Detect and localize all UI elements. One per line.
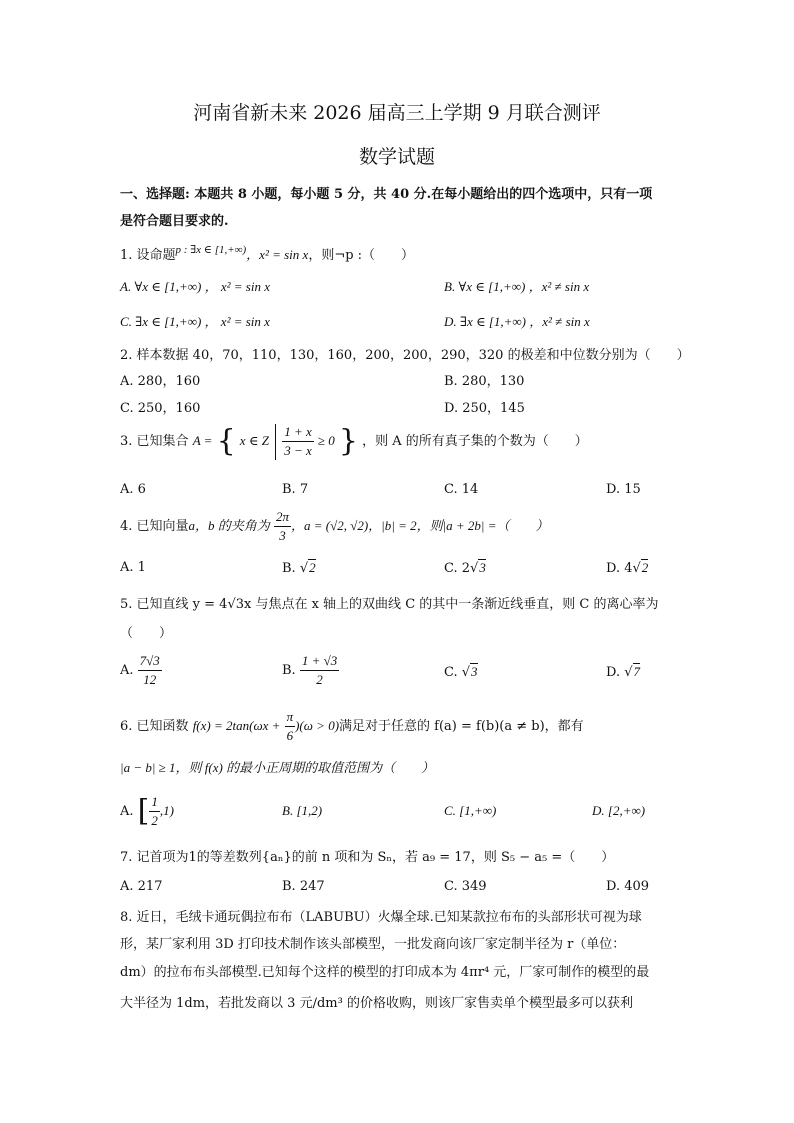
q6-option-a-den: 2	[151, 813, 158, 828]
q2-option-a: A. 280，160	[120, 374, 201, 389]
q3-right-brace: }	[338, 423, 359, 459]
q3-fraction	[282, 423, 314, 460]
q1-option-a: A. ∀x ∈ [1,+∞) ， x² = sin x	[120, 279, 270, 294]
q6-suffix: 满足对于任意的 f(a) = f(b)(a ≠ b)，都有	[339, 719, 584, 734]
q5-option-a	[120, 652, 162, 689]
q5-paren: （ ）	[120, 626, 173, 641]
q4-prefix: 4. 已知向量	[120, 519, 189, 534]
question-2-stem: 2. 样本数据 40，70，110，130，160，200，200，290，320 的极差和中位数分别为（ ）	[120, 348, 690, 363]
q6-pi-den: 6	[286, 728, 294, 743]
question-7-stem: 7. 记首项为1的等差数列{aₙ}的前 n 项和为 Sₙ，若 a₉ = 17，则 S₅ − a₅ =（ ）	[120, 850, 615, 865]
q3-left-brace: {	[216, 423, 236, 459]
q1-suffix: ，则¬p :（ ）	[308, 248, 415, 263]
q5-option-b-num: 1 + √3	[300, 652, 339, 671]
q5-option-c: C. √3	[444, 664, 478, 680]
q2-option-b: B. 280，130	[444, 374, 525, 389]
q5-option-b-den: 2	[316, 672, 323, 687]
q4-option-d: D. 4√2	[606, 560, 649, 576]
q1-prefix: 1. 设命题	[120, 248, 176, 263]
q5-option-a-fraction	[138, 652, 162, 689]
q7-option-b: B. 247	[282, 879, 325, 894]
q3-set-divider	[275, 424, 276, 460]
q6-option-a-num: 1	[149, 793, 160, 812]
q4-option-c: C. 2√3	[444, 560, 486, 576]
q5-option-b-fraction	[300, 652, 339, 689]
question-4-stem	[120, 508, 549, 545]
q5-option-d: D. √7	[606, 664, 641, 680]
q4-option-b-label: B.	[282, 561, 296, 576]
q5-option-d-value: 7	[633, 664, 641, 679]
q4-option-d-label: D. 4	[606, 561, 633, 576]
q3-prefix: 3. 已知集合	[120, 434, 189, 449]
q6-function-end: )(ω > 0)	[295, 718, 340, 733]
q3-set-post: ≥ 0	[317, 433, 335, 448]
q4-option-c-label: C. 2	[444, 561, 471, 576]
q6-option-c: C. [1,+∞)	[444, 803, 497, 818]
q4-mid2: ，a = (√2, √2)，|b| = 2，则|a + 2b| =（ ）	[290, 518, 549, 533]
q5-option-d-label: D.	[606, 665, 621, 680]
q6-option-a-end: ,1)	[159, 803, 174, 818]
question-8-line2: 形，某厂家利用 3D 打印技术制作该头部模型，一批发商向该厂家定制半径为 r（单位：	[120, 937, 626, 952]
page-subtitle: 数学试题	[358, 146, 435, 168]
q3-option-a: A. 6	[120, 482, 146, 497]
question-8-line4: 大半径为 1dm，若批发商以 3 元/dm³ 的价格收购，则该厂家售卖单个模型最多可以获利	[120, 996, 633, 1011]
q4-mid1: a，b 的夹角为	[188, 518, 270, 533]
q5-option-b	[282, 652, 339, 689]
q5-option-c-value: 3	[471, 664, 478, 679]
question-5-stem: 5. 已知直线 y = 4√3x 与焦点在 x 轴上的双曲线 C 的其中一条渐近线垂直，则 C 的离心率为	[120, 597, 659, 612]
q6-option-a-label: A.	[120, 804, 134, 819]
q4-angle-den: 3	[279, 528, 286, 543]
q1-option-c: C. ∃x ∈ [1,+∞) ， x² = sin x	[120, 314, 270, 329]
question-3-stem	[120, 423, 588, 460]
question-1-stem	[120, 243, 414, 263]
q3-set-pre: x ∈ Z	[239, 433, 269, 448]
q1-option-b: B. ∀x ∈ [1,+∞) ，x² ≠ sin x	[444, 279, 590, 294]
q6-option-b: B. [1,2)	[282, 803, 323, 818]
q7-option-c: C. 349	[444, 879, 487, 894]
q2-option-c: C. 250，160	[120, 401, 201, 416]
q3-lhs: A =	[192, 433, 213, 448]
q5-option-a-num: 7√3	[138, 652, 162, 671]
q6-prefix: 6. 已知函数	[120, 719, 189, 734]
q1-condition: p : ∃x ∈ [1,+∞)	[175, 244, 247, 256]
question-8-line1: 8. 近日，毛绒卡通玩偶拉布布（LABUBU）火爆全球.已知某款拉布布的头部形状可视为球	[120, 910, 642, 925]
q6-option-a-bracket: [	[137, 793, 150, 829]
question-6-stem	[120, 708, 584, 745]
q3-option-c: C. 14	[444, 482, 479, 497]
q3-option-d: D. 15	[606, 482, 641, 497]
page-title: 河南省新未来 2026 届高三上学期 9 月联合测评	[193, 102, 601, 124]
q5-option-a-label: A.	[120, 663, 134, 678]
q6-option-d: D. [2,+∞)	[592, 803, 646, 818]
q1-equation: ，x² = sin x	[246, 247, 309, 262]
q6-line2: |a − b| ≥ 1，则 f(x) 的最小正周期的取值范围为（ ）	[120, 760, 435, 775]
q7-option-d: D. 409	[606, 879, 650, 894]
q4-option-d-value: 2	[641, 560, 649, 575]
q3-frac-den: 3 − x	[284, 443, 312, 458]
q3-option-b: B. 7	[282, 482, 309, 497]
question-8-line3: dm）的拉布布头部模型.已知每个这样的模型的打印成本为 4πr⁴ 元，厂家可制作的模型的最	[120, 965, 650, 980]
q5-option-c-label: C.	[444, 665, 458, 680]
q4-angle-num: 2π	[274, 508, 291, 527]
q5-option-a-den: 12	[143, 672, 157, 687]
q6-option-a	[120, 793, 174, 830]
q4-option-b-value: 2	[309, 560, 316, 575]
q6-function: f(x) = 2tan(ωx +	[192, 718, 281, 733]
q3-frac-num: 1 + x	[282, 423, 314, 442]
q7-option-a: A. 217	[120, 879, 163, 894]
q4-option-b: B. √2	[282, 560, 316, 576]
q4-option-a: A. 1	[120, 560, 146, 575]
q3-suffix: ，则 A 的所有真子集的个数为（ ）	[362, 434, 588, 449]
section-heading-line1: 一、选择题: 本题共 8 小题，每小题 5 分，共 40 分.在每小题给出的四个选项中，只有一项	[120, 187, 653, 202]
q6-option-a-fraction	[149, 793, 160, 830]
q1-option-d: D. ∃x ∈ [1,+∞) ，x² ≠ sin x	[444, 314, 590, 329]
q6-pi-num: π	[285, 708, 296, 727]
q2-option-d: D. 250，145	[444, 401, 525, 416]
q4-angle-fraction	[274, 508, 291, 545]
q4-option-c-value: 3	[479, 560, 486, 575]
q6-pi-fraction	[285, 708, 296, 745]
section-heading-line2: 是符合题目要求的.	[120, 214, 229, 229]
q5-option-b-label: B.	[282, 663, 296, 678]
